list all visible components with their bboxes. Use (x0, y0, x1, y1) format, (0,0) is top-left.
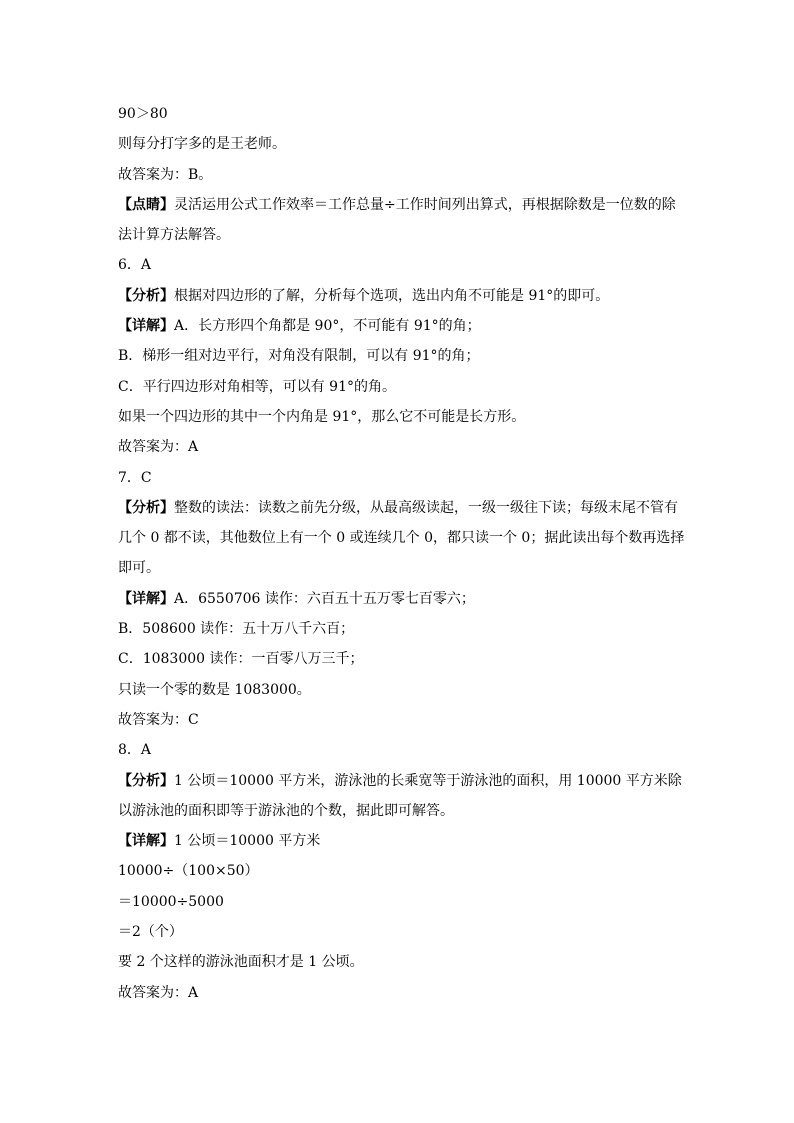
line-text: 1 公顷＝10000 平方米，游泳池的长乘宽等于游泳池的面积，用 10000 平方米除以游泳池的面积即等于游泳池的个数，据此即可解答。 (118, 772, 682, 819)
line-text: 如果一个四边形的其中一个内角是 91°，那么它不可能是长方形。 (118, 408, 526, 425)
text-line (118, 436, 688, 466)
text-line (118, 588, 688, 618)
line-text: B．508600 读作：五十万八千六百； (118, 621, 355, 638)
text-line (118, 315, 688, 345)
answer-content (118, 103, 688, 1012)
text-line (118, 376, 688, 406)
formula-line (118, 921, 688, 951)
text-line (118, 285, 688, 315)
line-text: 故答案为：C (118, 711, 199, 728)
text-line (118, 709, 688, 739)
text-line (118, 830, 688, 860)
line-text: 6．A (118, 257, 152, 274)
text-line (118, 103, 688, 133)
section-tag: 【点睛】 (118, 196, 174, 213)
formula-line (118, 891, 688, 921)
line-text: 只读一个零的数是 1083000。 (118, 681, 311, 698)
line-text: 90＞80 (118, 106, 168, 122)
line-text: ＝10000÷5000 (118, 893, 224, 910)
section-tag: 【详解】 (118, 590, 174, 607)
text-line (118, 345, 688, 375)
line-text: 故答案为：A (118, 984, 199, 1001)
line-text: ＝2（个） (118, 924, 183, 941)
section-tag: 【分析】 (118, 772, 174, 789)
text-paragraph (118, 493, 688, 584)
section-tag: 【分析】 (118, 287, 174, 304)
line-text: B．梯形一组对边平行，对角没有限制，可以有 91°的角； (118, 348, 480, 365)
text-line (118, 951, 688, 981)
section-tag: 【详解】 (118, 833, 174, 850)
line-text: 灵活运用公式工作效率＝工作总量÷工作时间列出算式，再根据除数是一位数的除法计算方法解答。 (118, 196, 676, 244)
section-tag: 【详解】 (118, 318, 174, 335)
line-text: 整数的读法：读数之前先分级，从最高级读起，一级一级往下读；每级末尾不管有几个 0 都不读，其他数位上有一个 0 或连续几个 0，都只读一个 0；据此读出每个数再选择即可。 (118, 499, 685, 577)
formula-line (118, 860, 688, 890)
text-line (118, 648, 688, 678)
line-text: 则每分打字多的是王老师。 (118, 136, 286, 153)
text-line (118, 618, 688, 648)
text-line (118, 406, 688, 436)
line-text: A．长方形四个角都是 90°，不可能有 91°的角； (174, 318, 481, 335)
line-text: 7．C (118, 469, 152, 486)
line-text: 故答案为：A (118, 439, 199, 456)
text-line (118, 982, 688, 1012)
text-line (118, 133, 688, 163)
line-text: 故答案为：B。 (118, 166, 213, 183)
text-paragraph (118, 766, 688, 827)
line-text: C．平行四边形对角相等，可以有 91°的角。 (118, 378, 396, 395)
line-text: A．6550706 读作：六百五十五万零七百零六； (174, 590, 475, 607)
line-text: 要 2 个这样的游泳池面积才是 1 公顷。 (118, 954, 364, 971)
line-text: 1 公顷＝10000 平方米 (174, 833, 321, 850)
line-text: 8．A (118, 742, 152, 759)
section-tag: 【分析】 (118, 499, 174, 516)
line-text: 根据对四边形的了解，分析每个选项，选出内角不可能是 91°的即可。 (174, 287, 610, 304)
line-text: 10000÷（100×50） (118, 863, 259, 880)
question-number (118, 254, 688, 284)
line-text: C．1083000 读作：一百零八万三千； (118, 651, 364, 668)
text-line (118, 679, 688, 709)
text-paragraph (118, 190, 688, 251)
